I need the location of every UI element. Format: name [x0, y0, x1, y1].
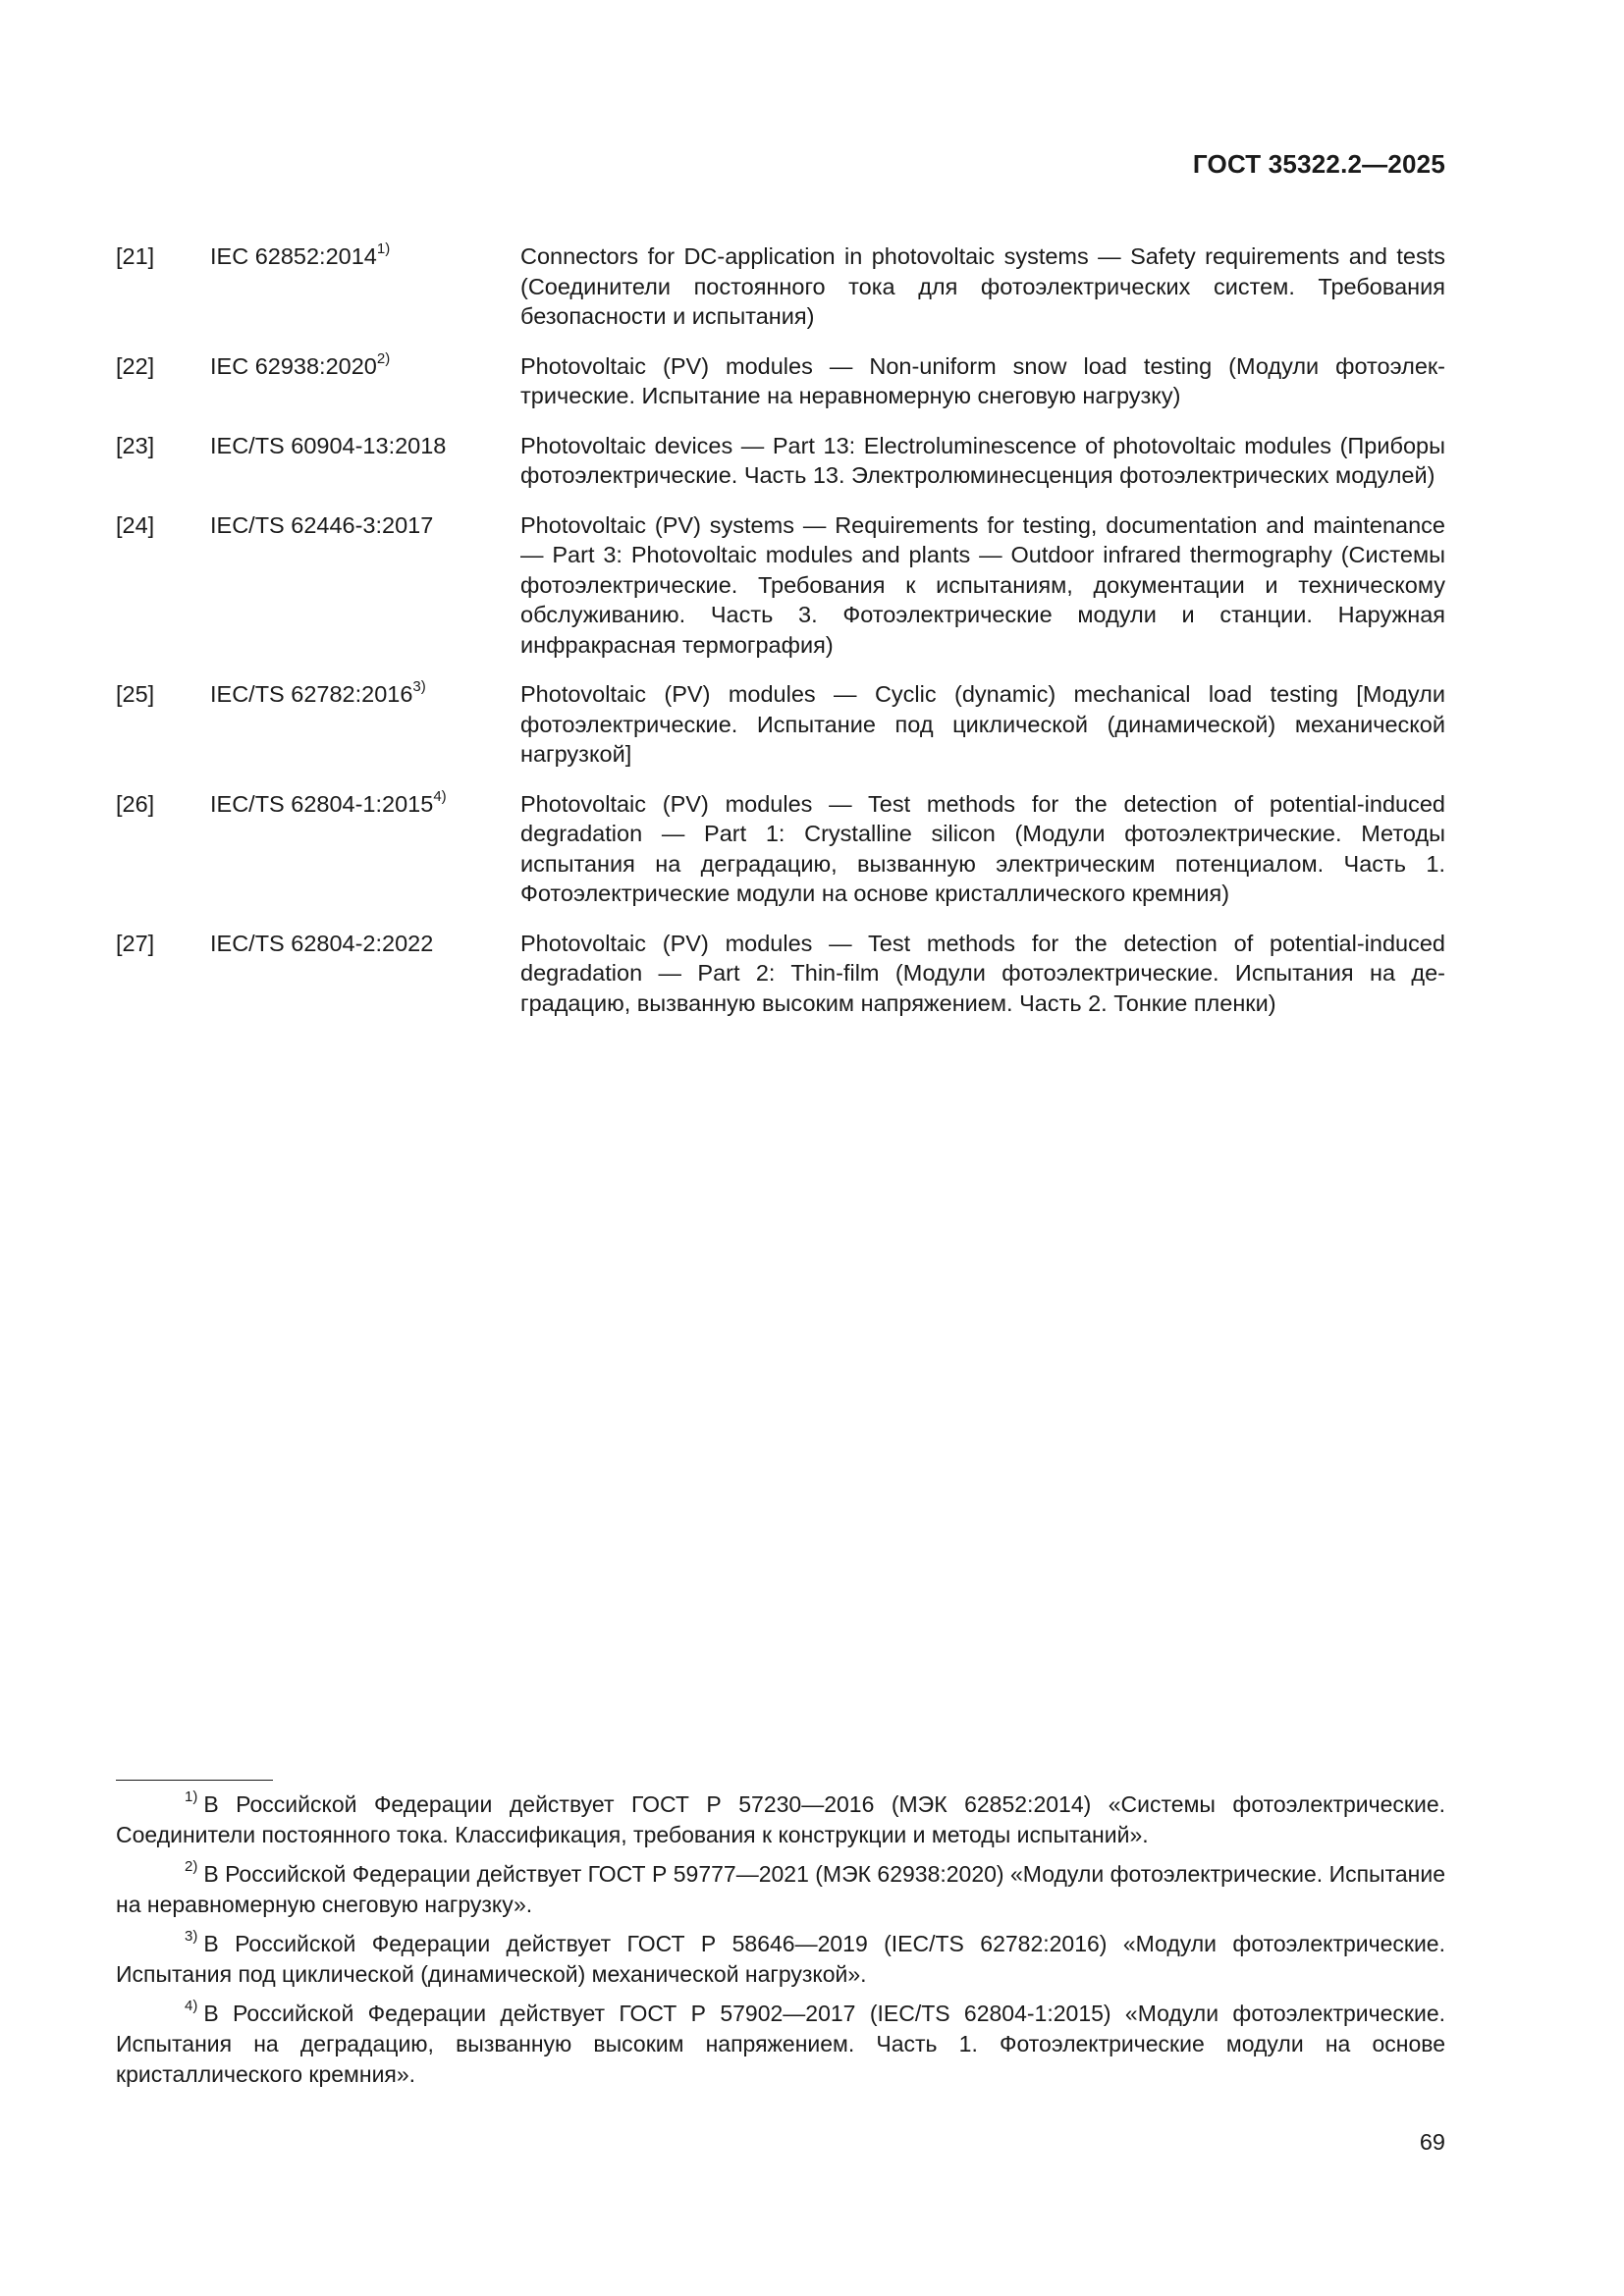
entry-title: Photovoltaic (PV) modules — Cyclic (dynamic) mechanical load testing [Модули фотоэлектрические. Испытание под циклической (динамической) механической нагрузкой] [520, 681, 1445, 767]
footnote-ref[interactable]: 2) [376, 349, 391, 367]
footnote-mark: 2) [185, 1858, 198, 1876]
footnote-divider [116, 1780, 273, 1781]
entry-title: Photovoltaic (PV) modules — Test methods for the detection of potential-induced degradation — Part 1: Crystalline silicon (Модули фотоэлектрические. Методы испытания на деградацию, вызванную электрическим потенциалом. Часть 1. Фотоэлектрические модули на основе кристаллического кремния) [520, 790, 1445, 906]
standard-code-text: IEC/TS 60904-13:2018 [210, 432, 447, 458]
footnote-ref[interactable]: 4) [433, 787, 447, 805]
bibliography-entry [116, 510, 1445, 661]
standard-code-text: IEC/TS 62782:2016 [210, 681, 413, 707]
entry-title: Connectors for DC-application in photovoltaic systems — Safety requirements and tests (Соединители постоянного тока для фотоэлектрических систем. Требования безопасности и испытания) [520, 243, 1445, 329]
entry-standard-code [210, 431, 520, 461]
bibliography-list [116, 241, 1445, 1038]
standard-code-text: IEC 62852:2014 [210, 243, 377, 269]
entry-title: Photovoltaic devices — Part 13: Electroluminescence of photovoltaic modules (Приборы фотоэлектрические. Часть 13. Электролюминесценция фотоэлектрических модулей) [520, 432, 1445, 488]
entry-title: Photovoltaic (PV) modules — Test methods for the detection of potential-induced degradation — Part 2: Thin-film (Модули фотоэлектрические. Испытания на деградацию, вызванную высоким напряжением. Часть 2. Тонкие пленки) [520, 930, 1445, 1016]
bibliography-entry [116, 929, 1445, 1019]
footnote-mark: 4) [185, 1998, 198, 2015]
bibliography-entry [116, 431, 1445, 491]
footnote [116, 1999, 1445, 2090]
footnote-ref[interactable]: 3) [412, 678, 426, 696]
footnote [116, 1859, 1445, 1920]
bibliography-entry [116, 679, 1445, 770]
entry-standard-code [210, 789, 520, 820]
entry-title: Photovoltaic (PV) systems — Requirements for testing, documentation and maintenance — Part 3: Photovoltaic modules and plants — Outdoor infrared thermography (Системы фотоэлектрические. Требования к испытаниям, документации и техническому обслуживанию. Часть 3. Фотоэлектрические модули и станции. Наружная инфракрасная термография) [520, 511, 1445, 658]
bibliography-entry [116, 351, 1445, 411]
footnote-text: В Российской Федерации действует ГОСТ Р 57902—2017 (IEC/TS 62804-1:2015) «Модули фотоэлектрические. Испытания на деградацию, вызванную высоким напряжением. Часть 1. Фотоэлектрические модули на основе кристаллического кремния». [116, 2001, 1445, 2087]
standard-code-text: IEC/TS 62804-1:2015 [210, 790, 434, 817]
footnotes-section [116, 1789, 1445, 2099]
footnote-text: В Российской Федерации действует ГОСТ Р 59777—2021 (МЭК 62938:2020) «Модули фотоэлектрические. Испытание на неравномерную снеговую нагрузку». [116, 1861, 1445, 1917]
entry-number: [22] [116, 352, 155, 379]
document-header-code: ГОСТ 35322.2—2025 [1192, 149, 1445, 179]
footnote [116, 1929, 1445, 1990]
footnote-mark: 3) [185, 1928, 198, 1946]
entry-number: [24] [116, 511, 155, 538]
footnote-ref[interactable]: 1) [376, 240, 391, 258]
entry-standard-code [210, 679, 520, 710]
bibliography-entry [116, 789, 1445, 909]
entry-standard-code [210, 241, 520, 272]
standard-code-text: IEC 62938:2020 [210, 352, 377, 379]
entry-number: [25] [116, 681, 155, 707]
footnote-text: В Российской Федерации действует ГОСТ Р 58646—2019 (IEC/TS 62782:2016) «Модули фотоэлектрические. Испытания под циклической (динамической) механической нагрузкой». [116, 1931, 1445, 1987]
footnote-mark: 1) [185, 1789, 198, 1806]
footnote [116, 1789, 1445, 1850]
entry-standard-code [210, 351, 520, 382]
entry-number: [27] [116, 930, 155, 956]
standard-code-text: IEC/TS 62446-3:2017 [210, 511, 434, 538]
page-number: 69 [1419, 2129, 1445, 2155]
entry-standard-code [210, 510, 520, 541]
entry-number: [21] [116, 243, 155, 269]
entry-number: [26] [116, 790, 155, 817]
entry-title: Photovoltaic (PV) modules — Non-uniform snow load testing (Модули фотоэлектрические. Испытание на неравномерную снеговую нагрузку) [520, 352, 1445, 408]
entry-number: [23] [116, 432, 155, 458]
bibliography-entry [116, 241, 1445, 332]
entry-standard-code [210, 929, 520, 959]
footnote-text: В Российской Федерации действует ГОСТ Р 57230—2016 (МЭК 62852:2014) «Системы фотоэлектрические. Соединители постоянного тока. Классификация, требования к конструкции и методы испытаний». [116, 1791, 1445, 1847]
standard-code-text: IEC/TS 62804-2:2022 [210, 930, 434, 956]
